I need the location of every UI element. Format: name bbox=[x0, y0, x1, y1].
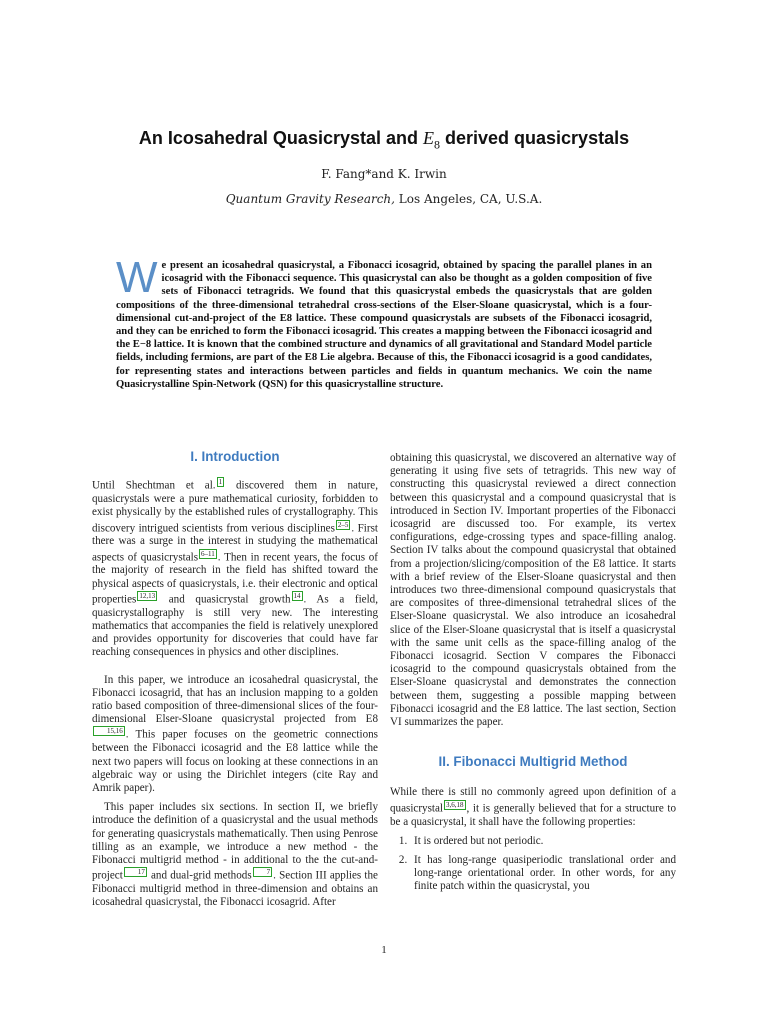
authors: F. Fang*and K. Irwin bbox=[321, 167, 447, 181]
paragraph: Until Shechtman et al. 1 discovered them in nature, quasicrystals were a pure mathematical curiosity, forbidden to exist physically by the established rules of crystallography. This discovery intrigued scientists from verious disciplines 2–5 . First there was a surge in the interest in studying the mathematical aspects of quasicrystals 6–11 . Then in recent years, the focus of the majority of research in the field has shifted toward the physical aspects of quasicrystals, i.e. their electronic and optical properties 12,13 and quasicrystal growth 14 . As a field, quasicrystallography is still very new. The interesting mathematics that accompanies the field is relatively unexplored and provides opportunity for discoveries that could have far reaching consequences in physics and other disciplines. bbox=[92, 478, 378, 659]
left-column bbox=[92, 450, 378, 909]
citation-link[interactable]: 7 bbox=[253, 867, 273, 877]
section-heading-introduction: I. Introduction bbox=[190, 449, 280, 464]
citation-link[interactable]: 2–5 bbox=[337, 520, 349, 529]
citation-link[interactable]: 14 bbox=[293, 591, 301, 600]
section-heading-multigrid: II. Fibonacci Multigrid Method bbox=[438, 754, 628, 770]
paragraph: In this paper, we introduce an icosahedral quasicrystal, the Fibonacci icosagrid, that has an inclusion mapping to a golden ratio based composition of three-dimensional slices of the four-dimensional Elser-Sloane quasicrystal projected from E815,16 . This paper focuses on the geometric connections between the Fibonacci icosagrid and the E8 lattice while the next two papers will focus on looking at these connections in an algebraic way or using the Dirichlet integers (cite Ray and Amrik paper). bbox=[92, 673, 378, 794]
paper-title: An Icosahedral Quasicrystal and $E_8$ derived quasicrystals bbox=[138, 128, 630, 152]
affiliation: Quantum Gravity Research, Los Angeles, CA, U.S.A. bbox=[225, 192, 543, 206]
abstract-dropcap: W bbox=[116, 253, 158, 302]
citation-link[interactable]: 3,6,18 bbox=[446, 800, 464, 809]
page-number: 1 bbox=[381, 944, 387, 956]
properties-list bbox=[390, 835, 676, 894]
paragraph: While there is still no commonly agreed upon definition of a quasicrystal 3,6,18 , it is generally believed that for a structure to be a quasicrystal, it shall have the following properties: bbox=[390, 786, 676, 828]
paragraph: obtaining this quasicrystal, we discovered an alternative way of generating it using five sets of tetragrids. This new way of constructing this quasicrystal reviewed a direct connection between this quasicrystal and a compound quasicrystal that is introduced in Section IV. Important properties of the Fibonacci icosagrid are discussed too. For example, its vertex configurations, edge-crossing types and space-filling analog. Section IV talks about the compound quasicrystal that obtained from a projection/slicing/composition of the E8 lattice. It starts with a brief review of the Elser-Sloane quasicrystal and then introduces two three-dimensional compound quasicrystals that are composites of three-dimensional tetrahedral slices of the Elser-Sloane quasicrystal. We also introduce an icosahedral slice of the Elser-Sloane quasicrystal that is itself a quasicrystal with the same unit cells as the space-filling analog of the Fibonacci icosagrid. Section V compares the Fibonacci icosagrid to the compound quasicrystals obtained from the Elser-Sloane quasicrystal and demonstrates the connection between them, suggesting a possible mapping between Fibonacci icosagrid and the E8 lattice. The last section, Section VI summarizes the paper. bbox=[390, 452, 676, 729]
citation-link[interactable]: 12,13 bbox=[139, 591, 156, 600]
citation-link[interactable]: 17 bbox=[124, 867, 147, 877]
e8-math: $E_8$ bbox=[423, 128, 440, 152]
citation-link[interactable]: 1 bbox=[218, 478, 223, 487]
paragraph: This paper includes six sections. In section II, we briefly introduce the definition of a quasicrystal and the usual methods for generating quasicrystals mathematically. Then using Penrose tilling as an example, we introduce a new method - the Fibonacci multigrid method - in additional to the the cut-and-project 17 and dual-grid methods 7 . Section III applies the Fibonacci multigrid method in three-dimension and obtains an icosahedral quasicrystal, the Fibonacci icosagrid. After bbox=[92, 801, 378, 909]
abstract bbox=[116, 253, 652, 391]
list-item: 2. It has long-range quasiperiodic translational order and long-range orientational order. In other words, for any finite patch within the quasicrystal, you bbox=[410, 854, 676, 894]
citation-link[interactable]: 15,16 bbox=[93, 726, 125, 736]
list-item: 1. It is ordered but not periodic. bbox=[410, 835, 676, 848]
right-column bbox=[390, 452, 676, 900]
citation-link[interactable]: 6–11 bbox=[201, 549, 215, 558]
abstract-text: e present an icosahedral quasicrystal, a Fibonacci icosagrid, obtained by spacing the parallel planes in an icosagrid with the Fibonacci sequence. This quasicrystal can also be thought as a golden composition of five sets of Fibonacci tetragrids. We found that this quasicrystal embeds the quasicrystals that are golden compositions of the three-dimensional tetrahedral cross-sections of the Elser-Sloane quasicrystal, which is a four-dimensional cut-and-project of the E8 lattice. These compound quasicrystals are subsets of the Fibonacci icosagrid, and they can be enriched to form the Fibonacci icosagrid. This creates a mapping between the Fibonacci icosagrid and the E−8 lattice. It is known that the combined structure and dynamics of all gravitational and Standard Model particle fields, including fermions, are part of the E8 Lie algebra. Because of this, the Fibonacci icosagrid is a good candidates, for representing states and interactions between particles and fields in quantum mechanics. We coin the name Quasicrystalline Spin-Network (QSN) for this quasicrystalline structure. bbox=[116, 260, 652, 390]
